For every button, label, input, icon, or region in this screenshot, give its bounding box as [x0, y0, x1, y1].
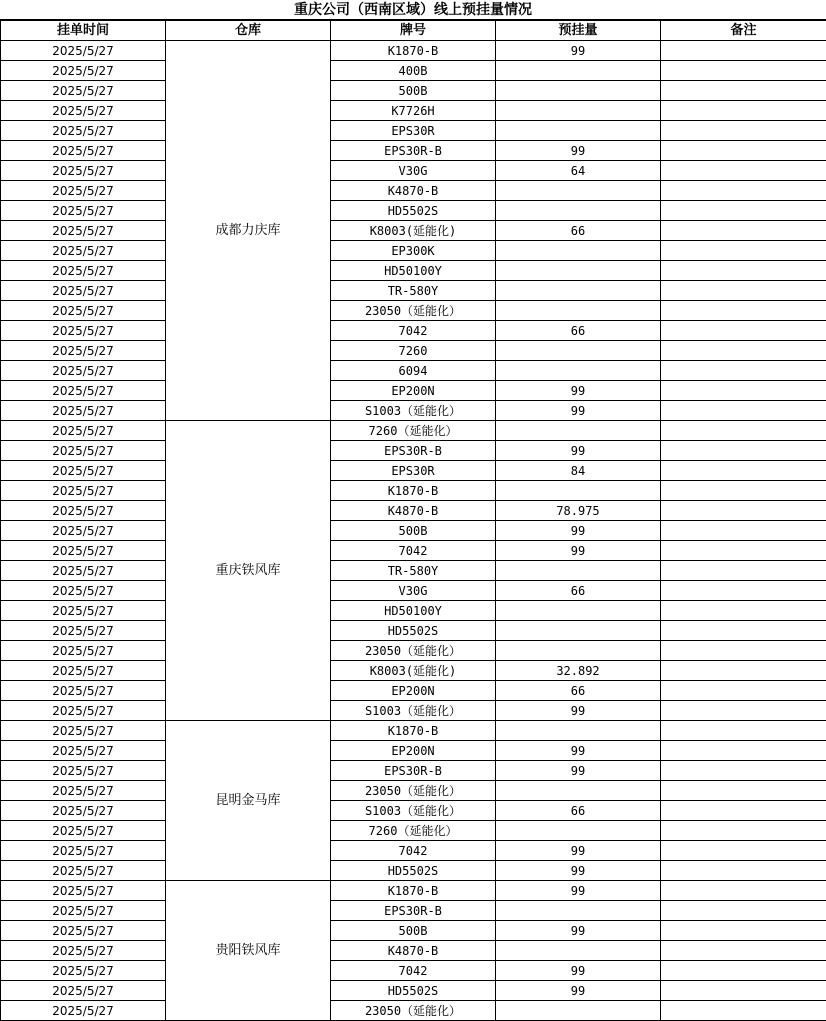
table-row — [1, 761, 826, 781]
cell-date[interactable]: 2025/5/27 — [1, 761, 166, 781]
cell-note[interactable] — [661, 661, 826, 681]
table-row — [1, 901, 826, 921]
cell-date[interactable]: 2025/5/27 — [1, 261, 166, 281]
cell-date[interactable]: 2025/5/27 — [1, 601, 166, 621]
table-row — [1, 981, 826, 1001]
cell-note[interactable] — [661, 361, 826, 381]
table-row — [1, 481, 826, 501]
cell-note[interactable] — [661, 1001, 826, 1021]
cell-note[interactable] — [661, 261, 826, 281]
cell-note[interactable] — [661, 341, 826, 361]
cell-qty[interactable] — [496, 121, 661, 141]
cell-qty[interactable] — [496, 181, 661, 201]
cell-qty[interactable] — [496, 341, 661, 361]
cell-warehouse[interactable]: 昆明金马库 — [166, 721, 331, 881]
cell-brand[interactable]: EP200N — [331, 741, 496, 761]
cell-qty[interactable] — [496, 821, 661, 841]
header-warehouse[interactable]: 仓库 — [166, 21, 331, 41]
cell-brand[interactable]: K8003(延能化) — [331, 661, 496, 681]
cell-brand[interactable]: EPS30R — [331, 461, 496, 481]
cell-date[interactable]: 2025/5/27 — [1, 221, 166, 241]
cell-qty[interactable]: 99 — [496, 521, 661, 541]
cell-date[interactable]: 2025/5/27 — [1, 981, 166, 1001]
cell-qty[interactable]: 84 — [496, 461, 661, 481]
cell-note[interactable] — [661, 221, 826, 241]
cell-brand[interactable]: 7042 — [331, 321, 496, 341]
cell-note[interactable] — [661, 481, 826, 501]
cell-date[interactable]: 2025/5/27 — [1, 341, 166, 361]
cell-date[interactable]: 2025/5/27 — [1, 321, 166, 341]
cell-brand[interactable]: K4870-B — [331, 181, 496, 201]
cell-date[interactable]: 2025/5/27 — [1, 581, 166, 601]
table-row — [1, 601, 826, 621]
cell-qty[interactable]: 99 — [496, 861, 661, 881]
cell-brand[interactable]: TR-580Y — [331, 281, 496, 301]
cell-note[interactable] — [661, 181, 826, 201]
cell-qty[interactable] — [496, 601, 661, 621]
cell-qty[interactable]: 99 — [496, 841, 661, 861]
cell-note[interactable] — [661, 761, 826, 781]
cell-date[interactable]: 2025/5/27 — [1, 201, 166, 221]
cell-note[interactable] — [661, 581, 826, 601]
prelisting-table — [0, 20, 826, 1021]
cell-date[interactable]: 2025/5/27 — [1, 301, 166, 321]
cell-note[interactable] — [661, 641, 826, 661]
cell-qty[interactable] — [496, 561, 661, 581]
cell-date[interactable]: 2025/5/27 — [1, 781, 166, 801]
cell-qty[interactable]: 99 — [496, 881, 661, 901]
cell-date[interactable]: 2025/5/27 — [1, 281, 166, 301]
cell-note[interactable] — [661, 841, 826, 861]
cell-qty[interactable] — [496, 901, 661, 921]
cell-qty[interactable] — [496, 281, 661, 301]
cell-note[interactable] — [661, 121, 826, 141]
cell-note[interactable] — [661, 701, 826, 721]
cell-date[interactable]: 2025/5/27 — [1, 741, 166, 761]
cell-brand[interactable]: 500B — [331, 921, 496, 941]
cell-qty[interactable] — [496, 781, 661, 801]
table-row — [1, 101, 826, 121]
cell-qty[interactable]: 99 — [496, 141, 661, 161]
table-row — [1, 161, 826, 181]
cell-warehouse[interactable]: 贵阳铁风库 — [166, 881, 331, 1021]
header-row — [1, 21, 826, 41]
cell-note[interactable] — [661, 461, 826, 481]
cell-qty[interactable]: 99 — [496, 961, 661, 981]
table-row — [1, 201, 826, 221]
cell-date[interactable]: 2025/5/27 — [1, 441, 166, 461]
table-row — [1, 461, 826, 481]
cell-date[interactable]: 2025/5/27 — [1, 181, 166, 201]
cell-note[interactable] — [661, 41, 826, 61]
cell-date[interactable]: 2025/5/27 — [1, 901, 166, 921]
cell-warehouse[interactable]: 成都力庆库 — [166, 41, 331, 421]
cell-brand[interactable]: EPS30R-B — [331, 761, 496, 781]
cell-date[interactable]: 2025/5/27 — [1, 961, 166, 981]
cell-date[interactable]: 2025/5/27 — [1, 461, 166, 481]
table-row — [1, 181, 826, 201]
cell-note[interactable] — [661, 541, 826, 561]
cell-qty[interactable]: 99 — [496, 541, 661, 561]
cell-qty[interactable] — [496, 241, 661, 261]
cell-note[interactable] — [661, 621, 826, 641]
cell-qty[interactable] — [496, 641, 661, 661]
cell-note[interactable] — [661, 201, 826, 221]
cell-note[interactable] — [661, 721, 826, 741]
cell-date[interactable]: 2025/5/27 — [1, 921, 166, 941]
table-row — [1, 81, 826, 101]
cell-qty[interactable]: 99 — [496, 701, 661, 721]
cell-date[interactable]: 2025/5/27 — [1, 41, 166, 61]
cell-note[interactable] — [661, 881, 826, 901]
table-row — [1, 321, 826, 341]
cell-qty[interactable]: 99 — [496, 981, 661, 1001]
cell-brand[interactable]: K1870-B — [331, 881, 496, 901]
table-row — [1, 641, 826, 661]
cell-brand[interactable]: TR-580Y — [331, 561, 496, 581]
cell-date[interactable]: 2025/5/27 — [1, 521, 166, 541]
cell-qty[interactable]: 99 — [496, 441, 661, 461]
cell-date[interactable]: 2025/5/27 — [1, 421, 166, 441]
cell-date[interactable]: 2025/5/27 — [1, 161, 166, 181]
cell-brand[interactable]: HD5502S — [331, 621, 496, 641]
cell-brand[interactable]: EP200N — [331, 681, 496, 701]
table-row — [1, 401, 826, 421]
cell-brand[interactable]: EPS30R-B — [331, 901, 496, 921]
table-row — [1, 281, 826, 301]
cell-qty[interactable]: 99 — [496, 921, 661, 941]
cell-note[interactable] — [661, 801, 826, 821]
cell-qty[interactable]: 64 — [496, 161, 661, 181]
cell-note[interactable] — [661, 141, 826, 161]
cell-note[interactable] — [661, 521, 826, 541]
cell-note[interactable] — [661, 401, 826, 421]
cell-brand[interactable]: V30G — [331, 161, 496, 181]
cell-brand[interactable]: 7260 — [331, 341, 496, 361]
cell-date[interactable]: 2025/5/27 — [1, 561, 166, 581]
table-row — [1, 341, 826, 361]
cell-brand[interactable]: EP300K — [331, 241, 496, 261]
table-row — [1, 881, 826, 901]
cell-note[interactable] — [661, 441, 826, 461]
table-row — [1, 661, 826, 681]
table-row — [1, 441, 826, 461]
cell-brand[interactable]: K1870-B — [331, 41, 496, 61]
table-row — [1, 261, 826, 281]
cell-brand[interactable]: K1870-B — [331, 481, 496, 501]
cell-date[interactable]: 2025/5/27 — [1, 361, 166, 381]
cell-qty[interactable]: 78.975 — [496, 501, 661, 521]
cell-date[interactable]: 2025/5/27 — [1, 381, 166, 401]
table-row — [1, 741, 826, 761]
cell-date[interactable]: 2025/5/27 — [1, 501, 166, 521]
cell-brand[interactable]: 500B — [331, 521, 496, 541]
cell-date[interactable]: 2025/5/27 — [1, 881, 166, 901]
cell-note[interactable] — [661, 421, 826, 441]
header-qty[interactable]: 预挂量 — [496, 21, 661, 41]
cell-brand[interactable]: 6094 — [331, 361, 496, 381]
cell-brand[interactable]: 7260（延能化） — [331, 821, 496, 841]
cell-note[interactable] — [661, 301, 826, 321]
cell-brand[interactable]: HD5502S — [331, 861, 496, 881]
cell-qty[interactable] — [496, 941, 661, 961]
cell-brand[interactable]: 500B — [331, 81, 496, 101]
cell-note[interactable] — [661, 741, 826, 761]
cell-qty[interactable] — [496, 421, 661, 441]
table-row — [1, 941, 826, 961]
cell-qty[interactable] — [496, 301, 661, 321]
cell-qty[interactable]: 32.892 — [496, 661, 661, 681]
cell-note[interactable] — [661, 101, 826, 121]
cell-brand[interactable]: 23050（延能化） — [331, 1001, 496, 1021]
table-row — [1, 821, 826, 841]
table-row — [1, 701, 826, 721]
cell-brand[interactable]: 400B — [331, 61, 496, 81]
cell-brand[interactable]: 23050（延能化） — [331, 781, 496, 801]
cell-note[interactable] — [661, 561, 826, 581]
cell-brand[interactable]: 7042 — [331, 961, 496, 981]
cell-brand[interactable]: EPS30R — [331, 121, 496, 141]
cell-note[interactable] — [661, 901, 826, 921]
cell-note[interactable] — [661, 941, 826, 961]
cell-date[interactable]: 2025/5/27 — [1, 1001, 166, 1021]
cell-brand[interactable]: K4870-B — [331, 501, 496, 521]
cell-note[interactable] — [661, 921, 826, 941]
cell-date[interactable]: 2025/5/27 — [1, 61, 166, 81]
cell-note[interactable] — [661, 321, 826, 341]
cell-brand[interactable]: S1003（延能化） — [331, 801, 496, 821]
cell-date[interactable]: 2025/5/27 — [1, 621, 166, 641]
cell-brand[interactable]: EPS30R-B — [331, 141, 496, 161]
table-row — [1, 521, 826, 541]
cell-date[interactable]: 2025/5/27 — [1, 821, 166, 841]
cell-qty[interactable] — [496, 261, 661, 281]
cell-note[interactable] — [661, 601, 826, 621]
cell-brand[interactable]: HD50100Y — [331, 601, 496, 621]
table-row — [1, 721, 826, 741]
cell-note[interactable] — [661, 161, 826, 181]
cell-date[interactable]: 2025/5/27 — [1, 401, 166, 421]
cell-note[interactable] — [661, 61, 826, 81]
cell-brand[interactable]: S1003（延能化） — [331, 701, 496, 721]
cell-brand[interactable]: EPS30R-B — [331, 441, 496, 461]
cell-qty[interactable]: 99 — [496, 401, 661, 421]
table-row — [1, 1001, 826, 1021]
cell-brand[interactable]: 7042 — [331, 841, 496, 861]
table-row — [1, 801, 826, 821]
table-row — [1, 921, 826, 941]
table-row — [1, 961, 826, 981]
table-row — [1, 501, 826, 521]
header-note[interactable]: 备注 — [661, 21, 826, 41]
table-row — [1, 121, 826, 141]
cell-date[interactable]: 2025/5/27 — [1, 681, 166, 701]
cell-date[interactable]: 2025/5/27 — [1, 801, 166, 821]
cell-note[interactable] — [661, 241, 826, 261]
cell-date[interactable]: 2025/5/27 — [1, 101, 166, 121]
cell-qty[interactable] — [496, 721, 661, 741]
cell-qty[interactable] — [496, 621, 661, 641]
cell-brand[interactable]: K7726H — [331, 101, 496, 121]
cell-brand[interactable]: 7260（延能化） — [331, 421, 496, 441]
header-brand[interactable]: 牌号 — [331, 21, 496, 41]
table-row — [1, 561, 826, 581]
cell-date[interactable]: 2025/5/27 — [1, 541, 166, 561]
cell-qty[interactable] — [496, 61, 661, 81]
cell-qty[interactable] — [496, 1001, 661, 1021]
cell-brand[interactable]: 23050（延能化） — [331, 301, 496, 321]
header-date[interactable]: 挂单时间 — [1, 21, 166, 41]
cell-brand[interactable]: 7042 — [331, 541, 496, 561]
cell-note[interactable] — [661, 81, 826, 101]
cell-note[interactable] — [661, 681, 826, 701]
cell-note[interactable] — [661, 781, 826, 801]
cell-note[interactable] — [661, 381, 826, 401]
cell-date[interactable]: 2025/5/27 — [1, 81, 166, 101]
cell-date[interactable]: 2025/5/27 — [1, 661, 166, 681]
table-row — [1, 541, 826, 561]
table-row — [1, 41, 826, 61]
cell-qty[interactable]: 66 — [496, 321, 661, 341]
cell-date[interactable]: 2025/5/27 — [1, 841, 166, 861]
table-row — [1, 581, 826, 601]
cell-note[interactable] — [661, 501, 826, 521]
cell-qty[interactable] — [496, 81, 661, 101]
table-row — [1, 221, 826, 241]
cell-qty[interactable]: 66 — [496, 681, 661, 701]
table-row — [1, 141, 826, 161]
cell-qty[interactable] — [496, 481, 661, 501]
cell-date[interactable]: 2025/5/27 — [1, 941, 166, 961]
cell-qty[interactable]: 99 — [496, 741, 661, 761]
cell-qty[interactable]: 99 — [496, 41, 661, 61]
cell-date[interactable]: 2025/5/27 — [1, 121, 166, 141]
cell-brand[interactable]: HD5502S — [331, 981, 496, 1001]
cell-date[interactable]: 2025/5/27 — [1, 481, 166, 501]
cell-date[interactable]: 2025/5/27 — [1, 721, 166, 741]
table-row — [1, 421, 826, 441]
cell-note[interactable] — [661, 861, 826, 881]
cell-brand[interactable]: K1870-B — [331, 721, 496, 741]
cell-qty[interactable] — [496, 101, 661, 121]
cell-qty[interactable] — [496, 361, 661, 381]
cell-qty[interactable]: 66 — [496, 581, 661, 601]
table-row — [1, 301, 826, 321]
cell-date[interactable]: 2025/5/27 — [1, 241, 166, 261]
table-body — [1, 41, 826, 1021]
cell-qty[interactable] — [496, 201, 661, 221]
table-row — [1, 681, 826, 701]
cell-note[interactable] — [661, 281, 826, 301]
cell-brand[interactable]: K4870-B — [331, 941, 496, 961]
table-row — [1, 381, 826, 401]
cell-date[interactable]: 2025/5/27 — [1, 141, 166, 161]
table-row — [1, 861, 826, 881]
cell-date[interactable]: 2025/5/27 — [1, 861, 166, 881]
cell-brand[interactable]: HD50100Y — [331, 261, 496, 281]
cell-qty[interactable]: 66 — [496, 221, 661, 241]
cell-date[interactable]: 2025/5/27 — [1, 641, 166, 661]
cell-brand[interactable]: 23050（延能化） — [331, 641, 496, 661]
table-row — [1, 781, 826, 801]
cell-note[interactable] — [661, 961, 826, 981]
cell-brand[interactable]: S1003（延能化） — [331, 401, 496, 421]
table-row — [1, 241, 826, 261]
table-row — [1, 841, 826, 861]
cell-qty[interactable]: 99 — [496, 381, 661, 401]
sheet-title[interactable]: 重庆公司（西南区域）线上预挂量情况 — [0, 0, 826, 20]
cell-brand[interactable]: K8003(延能化) — [331, 221, 496, 241]
cell-brand[interactable]: HD5502S — [331, 201, 496, 221]
cell-date[interactable]: 2025/5/27 — [1, 701, 166, 721]
cell-brand[interactable]: EP200N — [331, 381, 496, 401]
cell-note[interactable] — [661, 821, 826, 841]
cell-qty[interactable]: 66 — [496, 801, 661, 821]
cell-brand[interactable]: V30G — [331, 581, 496, 601]
cell-warehouse[interactable]: 重庆铁风库 — [166, 421, 331, 721]
table-row — [1, 61, 826, 81]
cell-note[interactable] — [661, 981, 826, 1001]
table-row — [1, 621, 826, 641]
cell-qty[interactable]: 99 — [496, 761, 661, 781]
table-row — [1, 361, 826, 381]
